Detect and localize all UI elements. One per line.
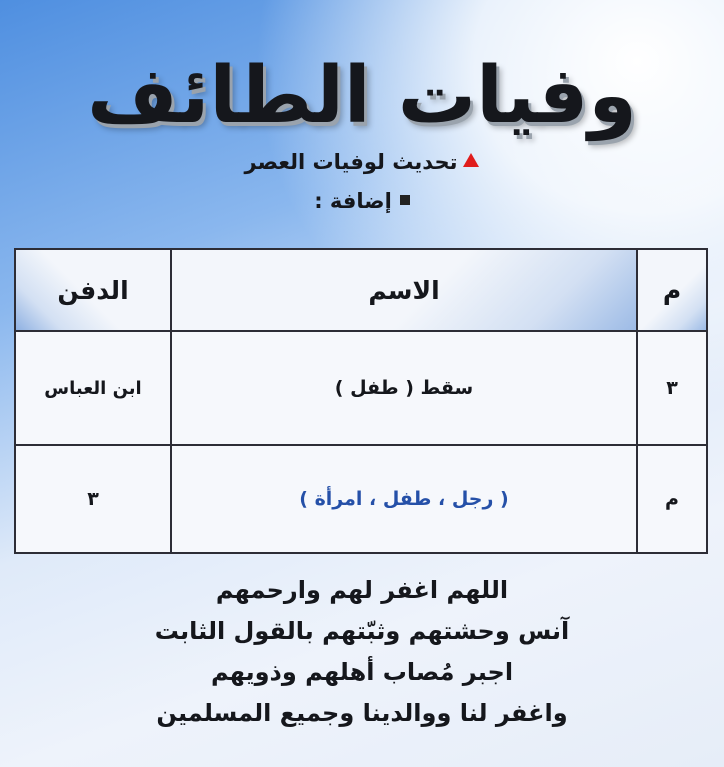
add-line <box>0 189 724 213</box>
red-triangle-icon <box>463 153 479 167</box>
deaths-table <box>14 248 708 554</box>
update-line <box>0 150 724 174</box>
header-burial: الدفن <box>16 250 170 330</box>
row-burial: ٣ <box>16 446 170 552</box>
prayer-line: اجبر مُصاب أهلهم وذويهم <box>210 658 514 686</box>
row-name: ( رجل ، طفل ، امرأة ) <box>170 446 636 552</box>
table-row <box>16 332 706 446</box>
add-text: إضافة : <box>314 189 392 213</box>
header-num: م <box>636 250 706 330</box>
prayer-line: اللهم اغفر لهم وارحمهم <box>215 576 509 604</box>
prayer-line: واغفر لنا ووالدينا وجميع المسلمين <box>156 699 568 727</box>
square-bullet-icon <box>400 195 410 205</box>
row-burial: ابن العباس <box>16 332 170 444</box>
table-row <box>16 446 706 552</box>
table-header-row <box>16 250 706 332</box>
row-num: م <box>636 446 706 552</box>
prayer-block <box>0 570 724 734</box>
update-text: تحديث لوفيات العصر <box>244 150 458 174</box>
prayer-line: آنس وحشتهم وثبّتهم بالقول الثابت <box>154 617 570 645</box>
row-num: ٣ <box>636 332 706 444</box>
row-name: سقط ( طفل ) <box>170 332 636 444</box>
page-title: وفيات الطائف <box>87 51 637 141</box>
header-name: الاسم <box>170 250 636 330</box>
